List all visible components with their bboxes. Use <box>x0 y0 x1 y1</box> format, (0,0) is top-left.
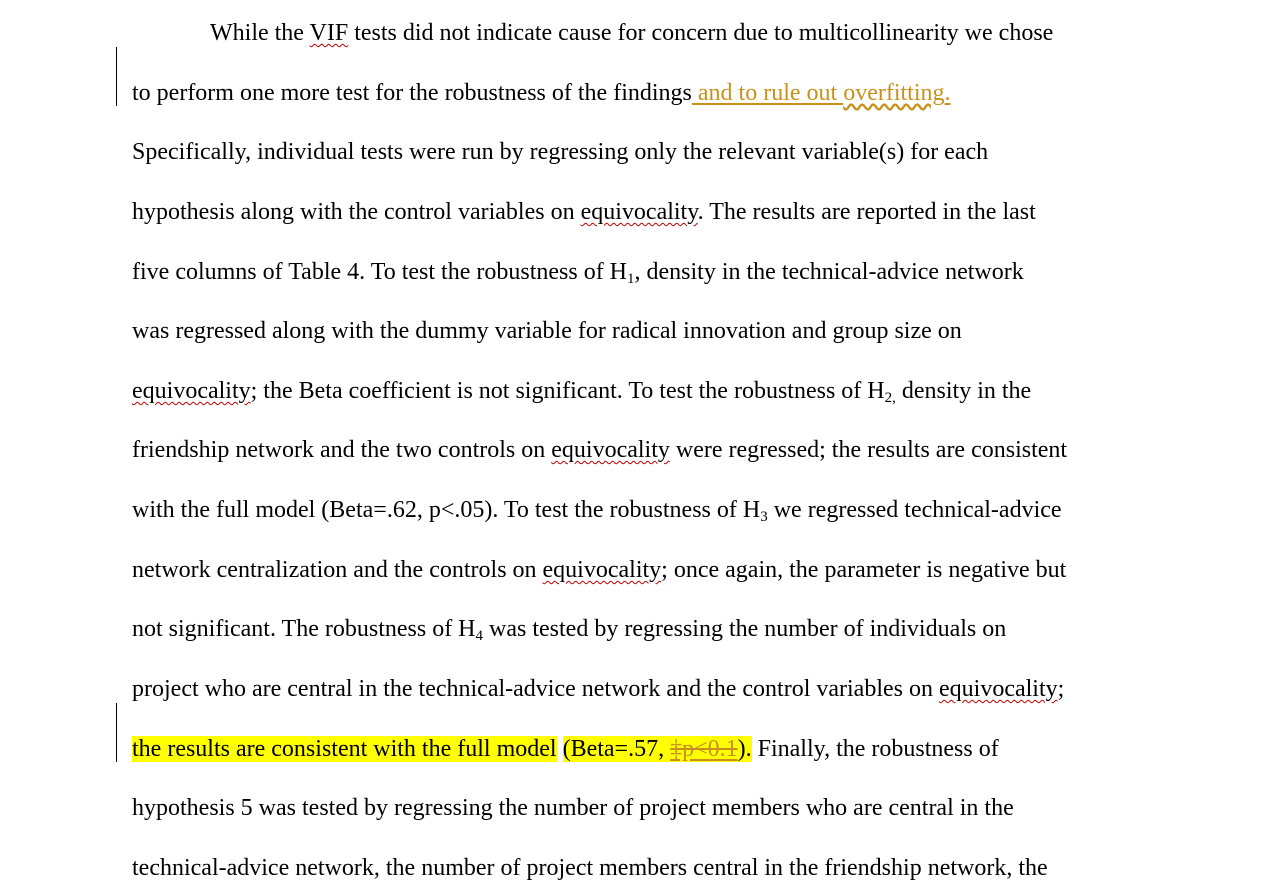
tracked-insertion[interactable]: . <box>944 80 951 106</box>
text-run: density in the <box>895 378 1032 404</box>
text-run: were regressed; the results are consistent <box>669 437 1068 463</box>
spell-flagged-word[interactable]: VIF <box>309 20 349 46</box>
text-run: with the full model (Beta=.62, p<.05). To test the robustness of H <box>132 497 761 523</box>
paragraph-line[interactable] <box>132 197 1036 227</box>
text-run: hypothesis 5 was tested by regressing the number of project members who are central in the <box>132 795 1014 821</box>
paragraph-line[interactable] <box>210 18 1053 48</box>
paragraph-line[interactable] <box>132 555 1066 585</box>
text-run: was regressed along with the dummy variable for radical innovation and group size on <box>132 318 962 344</box>
text-run: tests did not indicate cause for concern due to multicollinearity we chose <box>348 20 1054 46</box>
subscript: 2, <box>884 390 896 406</box>
subscript: 1 <box>627 271 635 287</box>
subscript: 4 <box>475 628 484 644</box>
text-run: network centralization and the controls on <box>132 557 543 583</box>
text-run: Specifically, individual tests were run by regressing only the relevant variable(s) for each <box>132 139 989 165</box>
paragraph-line[interactable] <box>132 614 1006 644</box>
text-run: hypothesis along with the control variables on <box>132 199 581 225</box>
change-bar <box>116 47 117 106</box>
spell-flagged-word[interactable]: equivocality <box>939 676 1058 702</box>
text-run: friendship network and the two controls on <box>132 437 552 463</box>
paragraph-line[interactable] <box>132 495 1062 525</box>
spell-flagged-word[interactable]: equivocality <box>580 199 698 225</box>
tracked-deletion[interactable]: ‡p<0.1 <box>670 736 738 762</box>
highlighted-text[interactable]: (Beta=.57, <box>562 736 671 762</box>
text-run: to perform one more test for the robustness of the findings <box>132 80 692 106</box>
text-run: , density in the technical-advice network <box>634 259 1024 285</box>
text-run: technical-advice network, the number of project members central in the friendship network, the <box>132 855 1048 881</box>
spell-flagged-word[interactable]: equivocality <box>551 437 670 463</box>
paragraph-line[interactable] <box>132 793 1014 823</box>
tracked-insertion[interactable]: overfitting <box>843 80 945 106</box>
highlighted-text[interactable]: the results are consistent with the full model <box>132 736 557 762</box>
spell-flagged-word[interactable]: equivocality <box>542 557 662 583</box>
text-run: While the <box>210 20 310 46</box>
tracked-insertion[interactable]: and to rule out <box>691 80 844 106</box>
text-run: . The results are reported in the last <box>697 199 1036 225</box>
text-run: we regressed technical-advice <box>767 497 1062 523</box>
paragraph-line[interactable] <box>132 257 1024 287</box>
text-run: ; <box>1057 676 1065 702</box>
subscript: 3 <box>760 509 768 525</box>
highlighted-text[interactable]: ). <box>737 736 752 762</box>
text-run: not significant. The robustness of H <box>132 616 476 642</box>
paragraph-line[interactable] <box>132 674 1064 704</box>
text-run: Finally, the robustness of <box>751 736 999 762</box>
spell-flagged-word[interactable]: equivocality <box>132 378 251 404</box>
paragraph-line[interactable] <box>132 853 1048 883</box>
text-run: project who are central in the technical-advice network and the control variables on <box>132 676 939 702</box>
paragraph-line[interactable] <box>132 376 1031 406</box>
paragraph-line[interactable] <box>132 137 988 167</box>
paragraph-line[interactable] <box>132 78 951 108</box>
text-run: ; once again, the parameter is negative but <box>661 557 1067 583</box>
paragraph-line[interactable] <box>132 316 962 346</box>
paragraph-line[interactable] <box>132 435 1067 465</box>
text-run: ; the Beta coefficient is not significant. To test the robustness of H <box>250 378 885 404</box>
text-run: was tested by regressing the number of individuals on <box>483 616 1007 642</box>
paragraph-line[interactable] <box>132 734 999 764</box>
change-bar <box>116 703 117 762</box>
text-run <box>557 736 563 762</box>
text-run: five columns of Table 4. To test the robustness of H <box>132 259 628 285</box>
